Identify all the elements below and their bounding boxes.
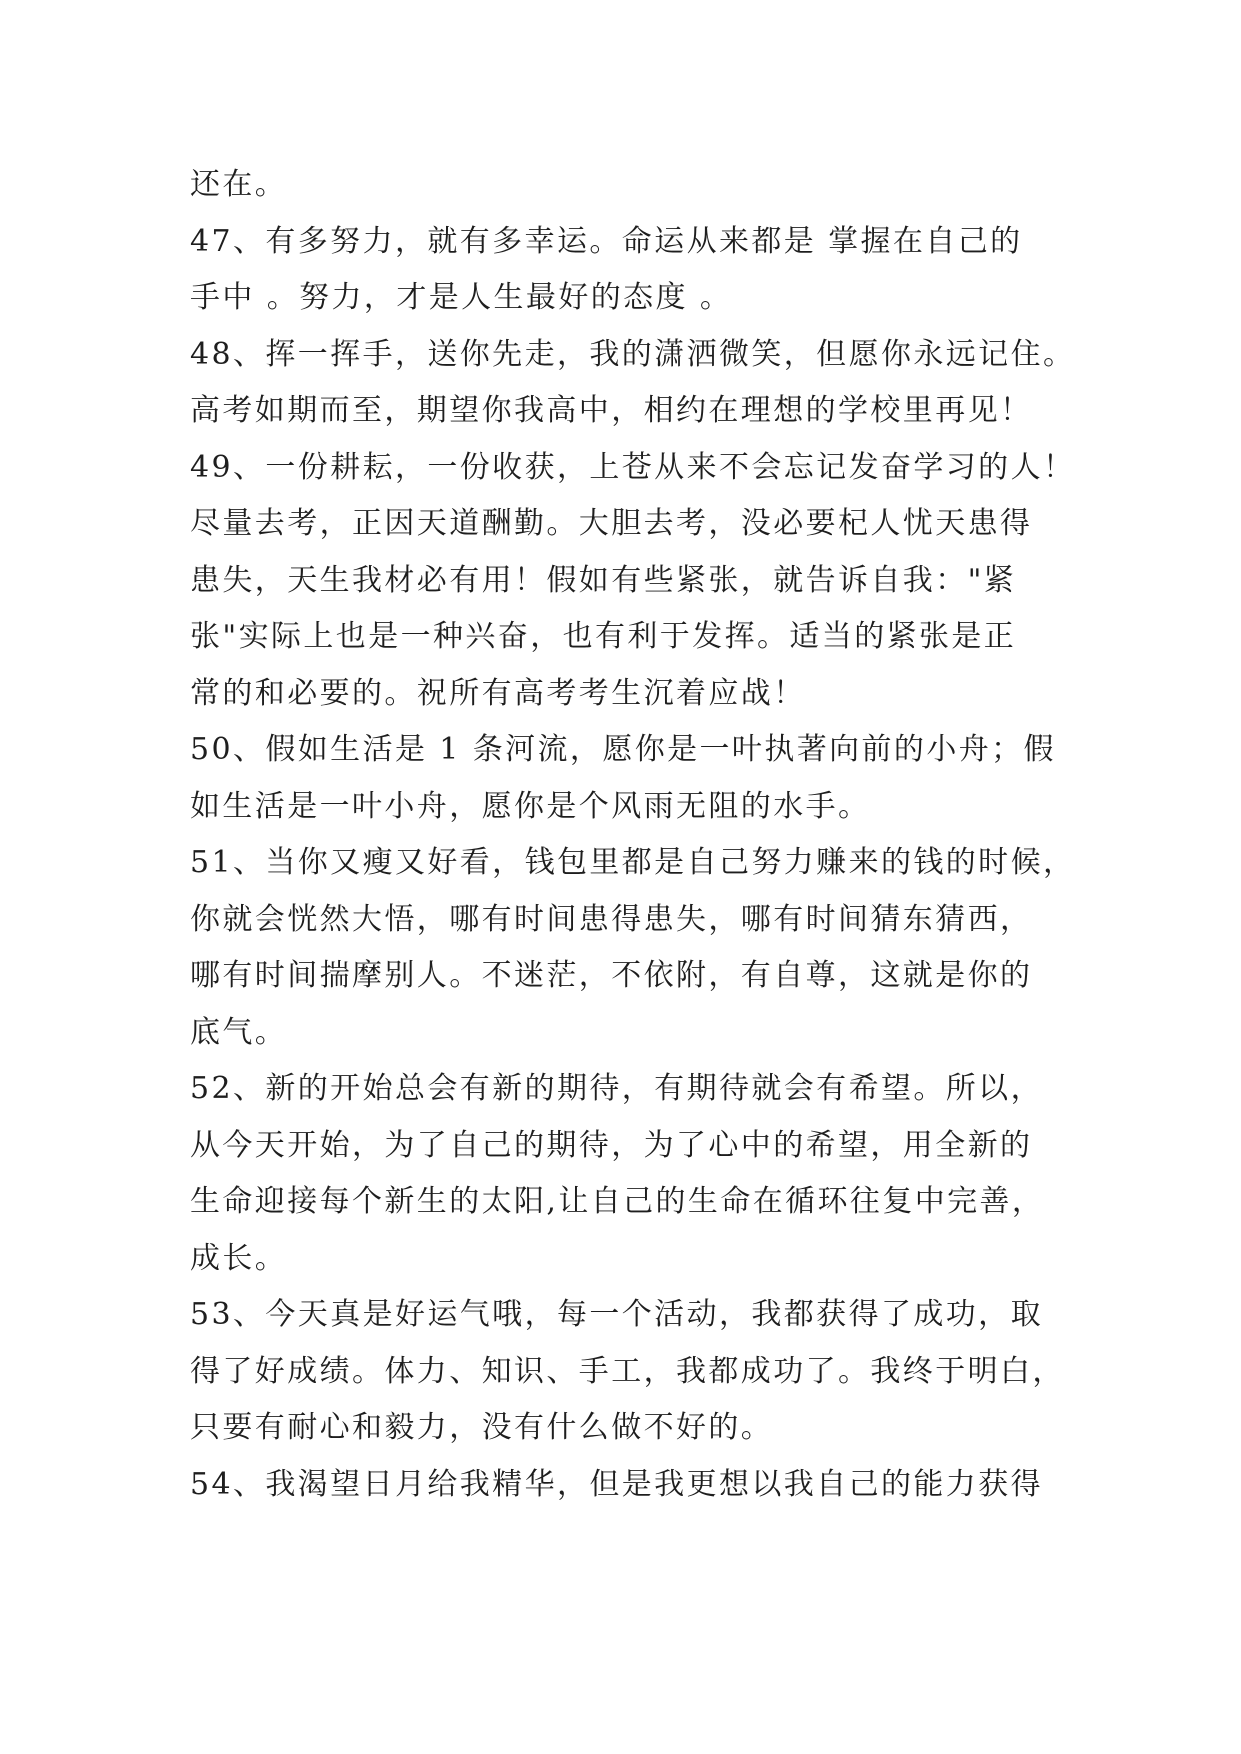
text-line: 49、一份耕耘，一份收获，上苍从来不会忘记发奋学习的人！ bbox=[190, 449, 1076, 485]
text-line: 如生活是一叶小舟，愿你是个风雨无阻的水手。 bbox=[190, 788, 871, 824]
text-line: 48、挥一挥手，送你先走，我的潇洒微笑，但愿你永远记住。 bbox=[190, 336, 1076, 372]
text-line: 患失，天生我材必有用！假如有些紧张，就告诉自我："紧 bbox=[190, 562, 1017, 598]
text-line: 从今天开始，为了自己的期待，为了心中的希望，用全新的 bbox=[190, 1127, 1033, 1163]
text-line: 50、假如生活是 1 条河流，愿你是一叶执著向前的小舟；假 bbox=[190, 732, 1056, 767]
text-line: 47、有多努力，就有多幸运。命运从来都是 掌握在自己的 bbox=[190, 223, 1023, 259]
text-line: 51、当你又瘦又好看，钱包里都是自己努力赚来的钱的时候， bbox=[190, 845, 1076, 880]
text-line: 尽量去考，正因天道酬勤。大胆去考，没必要杞人忧天患得 bbox=[190, 506, 1033, 541]
text-line: 哪有时间揣摩别人。不迷茫，不依附，有自尊，这就是你的 bbox=[190, 958, 1033, 993]
text-line: 张"实际上也是一种兴奋，也有利于发挥。适当的紧张是正 bbox=[190, 619, 1017, 654]
text-line: 你就会恍然大悟，哪有时间患得患失，哪有时间猜东猜西， bbox=[190, 901, 1033, 937]
text-line: 54、我渴望日月给我精华，但是我更想以我自己的能力获得 bbox=[190, 1466, 1043, 1502]
text-line: 还在。 bbox=[190, 167, 288, 202]
text-line: 53、今天真是好运气哦，每一个活动，我都获得了成功，取 bbox=[190, 1297, 1043, 1332]
body-text bbox=[190, 157, 1190, 1513]
text-line: 52、新的开始总会有新的期待，有期待就会有希望。所以， bbox=[190, 1071, 1043, 1106]
text-line: 成长。 bbox=[190, 1240, 288, 1276]
text-line: 高考如期而至，期望你我高中，相约在理想的学校里再见！ bbox=[190, 393, 1033, 428]
text-line: 底气。 bbox=[190, 1014, 288, 1050]
text-line: 生命迎接每个新生的太阳,让自己的生命在循环往复中完善， bbox=[190, 1184, 1045, 1219]
text-line: 手中 。努力，才是人生最好的态度 。 bbox=[190, 280, 733, 315]
text-line: 只要有耐心和毅力，没有什么做不好的。 bbox=[190, 1410, 774, 1445]
text-line: 得了好成绩。体力、知识、手工，我都成功了。我终于明白， bbox=[190, 1353, 1065, 1389]
text-line: 常的和必要的。祝所有高考考生沉着应战！ bbox=[190, 675, 806, 711]
